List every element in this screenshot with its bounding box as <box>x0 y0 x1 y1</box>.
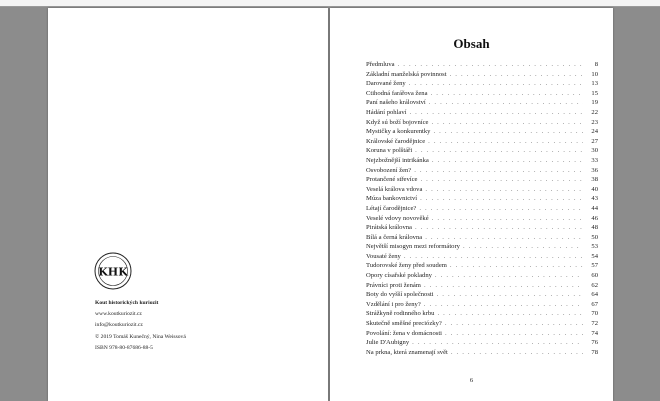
toc-entry <box>366 204 598 214</box>
publisher-website: www.koutkuriozit.cz <box>95 311 142 318</box>
toc-entry-title: Létají čarodějnice? <box>366 204 417 212</box>
toc-entry-page: 53 <box>591 243 598 251</box>
toc-entry-title: Vzdělání i pro ženy? <box>366 300 421 308</box>
svg-text:KHK: KHK <box>98 265 128 279</box>
toc-leader-dots <box>420 175 583 185</box>
toc-entry-page: 50 <box>591 233 598 241</box>
toc-entry <box>366 214 598 224</box>
toc-entry-page: 27 <box>591 137 598 145</box>
toc-entry-page: 40 <box>591 185 598 193</box>
toc-entry <box>366 223 598 233</box>
toc-entry-page: 44 <box>591 204 598 212</box>
toc-leader-dots <box>414 166 583 176</box>
toc-leader-dots <box>409 79 583 89</box>
toc-leader-dots <box>425 185 583 195</box>
toc-entry-page: 76 <box>591 339 598 347</box>
toc-leader-dots <box>431 89 583 99</box>
toc-entry-page: 64 <box>591 291 598 299</box>
toc-entry-title: Mystičky a konkurentky <box>366 128 431 136</box>
toc-leader-dots <box>451 348 583 358</box>
toc-leader-dots <box>415 223 583 233</box>
page-number: 6 <box>469 377 474 384</box>
toc-entry-title: Hádání pohlaví <box>366 108 407 116</box>
toc-leader-dots <box>398 60 583 70</box>
toc-entry-page: 60 <box>591 272 598 280</box>
toc-entry-title: Povolání: žena v domácnosti <box>366 329 442 337</box>
toc-entry-page: 22 <box>591 108 598 116</box>
toc-entry-page: 13 <box>591 80 598 88</box>
toc-entry <box>366 70 598 80</box>
toc-title: Obsah <box>453 36 490 51</box>
toc-entry <box>366 281 598 291</box>
toc-entry-title: Tudorovské ženy před soudem <box>366 262 447 270</box>
toc-entry-title: Paní našeho království <box>366 99 426 107</box>
toc-entry-title: Předmluva <box>366 61 395 68</box>
toc-leader-dots <box>424 281 583 291</box>
toc-entry-title: Právníci proti ženám <box>366 281 421 289</box>
toc-leader-dots <box>419 204 583 214</box>
toc-entry-page: 70 <box>591 310 598 318</box>
toc-entry-page: 30 <box>591 147 598 155</box>
toc-list <box>366 60 598 357</box>
toc-entry <box>366 89 598 99</box>
toc-leader-dots <box>412 338 583 348</box>
toc-entry <box>366 60 598 70</box>
toc-entry-title: Veselé vdovy novověké <box>366 214 429 222</box>
viewer-toolbar-strip <box>0 0 660 7</box>
toc-entry-title: Osvobození žen? <box>366 166 412 174</box>
toc-entry-page: 33 <box>591 156 598 164</box>
toc-entry <box>366 348 598 358</box>
toc-entry <box>366 309 598 319</box>
toc-entry-title: Opory císařské pokladny <box>366 272 432 280</box>
publisher-logo <box>94 252 132 290</box>
toc-entry <box>366 108 598 118</box>
toc-entry <box>366 194 598 204</box>
publisher-name: Kout historických kuriozit <box>95 300 159 306</box>
toc-entry-title: Když sú boží bojovníce <box>366 118 429 126</box>
toc-entry-title: Múza bankovnictví <box>366 195 418 203</box>
toc-entry-title: Královské čarodějnice <box>366 137 426 145</box>
toc-entry-title: Strážkyně rodinného krbu <box>366 310 435 318</box>
right-page <box>330 8 613 401</box>
toc-leader-dots <box>437 290 583 300</box>
toc-leader-dots <box>463 242 583 252</box>
toc-entry-page: 15 <box>591 89 598 97</box>
toc-entry <box>366 185 598 195</box>
toc-entry-title: Pirátská královna <box>366 224 412 232</box>
toc-entry <box>366 156 598 166</box>
toc-leader-dots <box>420 194 583 204</box>
toc-entry-title: Koruna v polštáři <box>366 147 413 155</box>
toc-entry <box>366 319 598 329</box>
toc-entry-page: 38 <box>591 176 598 184</box>
toc-entry-title: Darované ženy <box>366 80 406 88</box>
toc-entry-page: 72 <box>591 320 598 328</box>
toc-entry-title: Veselá králova vdova <box>366 185 423 193</box>
toc-entry-page: 43 <box>591 195 598 203</box>
copyright-line: © 2019 Tomáš Kunečný, Nina Weissová <box>95 333 186 340</box>
toc-entry-page: 48 <box>591 224 598 232</box>
publisher-email: info@koutkuriozit.cz <box>95 322 143 329</box>
toc-leader-dots <box>445 319 583 329</box>
toc-entry-title: Julie D'Aubigny <box>366 339 410 347</box>
toc-entry-title: Základní manželská povinnost <box>366 70 447 78</box>
toc-leader-dots <box>429 98 583 108</box>
toc-entry <box>366 146 598 156</box>
toc-entry <box>366 127 598 137</box>
toc-entry-page: 78 <box>591 348 598 356</box>
toc-entry-page: 67 <box>591 300 598 308</box>
toc-entry <box>366 175 598 185</box>
toc-entry-title: Protančené střevíce <box>366 176 418 184</box>
toc-entry-title: Skutečně směšné preciózky? <box>366 320 442 328</box>
toc-entry <box>366 290 598 300</box>
toc-entry-page: 24 <box>591 128 598 136</box>
toc-entry <box>366 137 598 147</box>
toc-entry-page: 19 <box>591 99 598 107</box>
toc-entry-title: Na prkna, která znamenají svět <box>366 348 448 356</box>
toc-entry <box>366 233 598 243</box>
toc-entry <box>366 329 598 339</box>
toc-entry-page: 10 <box>591 70 598 78</box>
toc-entry-page: 46 <box>591 214 598 222</box>
toc-entry-title: Největší misogyn mezi reformátory <box>366 243 460 251</box>
toc-leader-dots <box>432 214 583 224</box>
toc-entry-page: 23 <box>591 118 598 126</box>
toc-entry <box>366 242 598 252</box>
toc-entry-title: Bílá a černá královna <box>366 233 423 241</box>
toc-leader-dots <box>437 309 583 319</box>
toc-entry-page: 74 <box>591 329 598 337</box>
toc-leader-dots <box>428 137 583 147</box>
toc-entry <box>366 166 598 176</box>
toc-entry <box>366 338 598 348</box>
toc-leader-dots <box>450 261 583 271</box>
toc-entry-page: 57 <box>591 262 598 270</box>
isbn-line: ISBN 978-80-87686-88-5 <box>95 344 153 351</box>
toc-leader-dots <box>424 300 583 310</box>
toc-entry-title: Nejzbožnější intrikánka <box>366 156 429 164</box>
toc-leader-dots <box>432 156 583 166</box>
toc-leader-dots <box>445 329 583 339</box>
toc-entry <box>366 118 598 128</box>
toc-entry-title: Boty do vyšší společnosti <box>366 291 434 299</box>
toc-entry-title: Ctihodná farářova žena <box>366 89 428 97</box>
toc-entry <box>366 300 598 310</box>
toc-entry <box>366 261 598 271</box>
left-page <box>48 8 328 401</box>
toc-entry <box>366 98 598 108</box>
toc-leader-dots <box>450 70 583 80</box>
toc-entry <box>366 79 598 89</box>
toc-entry-title: Vousaté ženy <box>366 252 401 260</box>
toc-entry <box>366 271 598 281</box>
toc-leader-dots <box>431 118 583 128</box>
toc-leader-dots <box>415 146 583 156</box>
toc-leader-dots <box>435 271 583 281</box>
toc-leader-dots <box>425 233 583 243</box>
toc-entry-page: 36 <box>591 166 598 174</box>
toc-entry-page: 8 <box>594 61 598 68</box>
toc-entry-page: 54 <box>591 252 598 260</box>
toc-leader-dots <box>404 252 583 262</box>
toc-leader-dots <box>409 108 583 118</box>
toc-leader-dots <box>433 127 583 137</box>
toc-entry-page: 62 <box>591 281 598 289</box>
toc-entry <box>366 252 598 262</box>
imprint-block <box>95 298 315 354</box>
